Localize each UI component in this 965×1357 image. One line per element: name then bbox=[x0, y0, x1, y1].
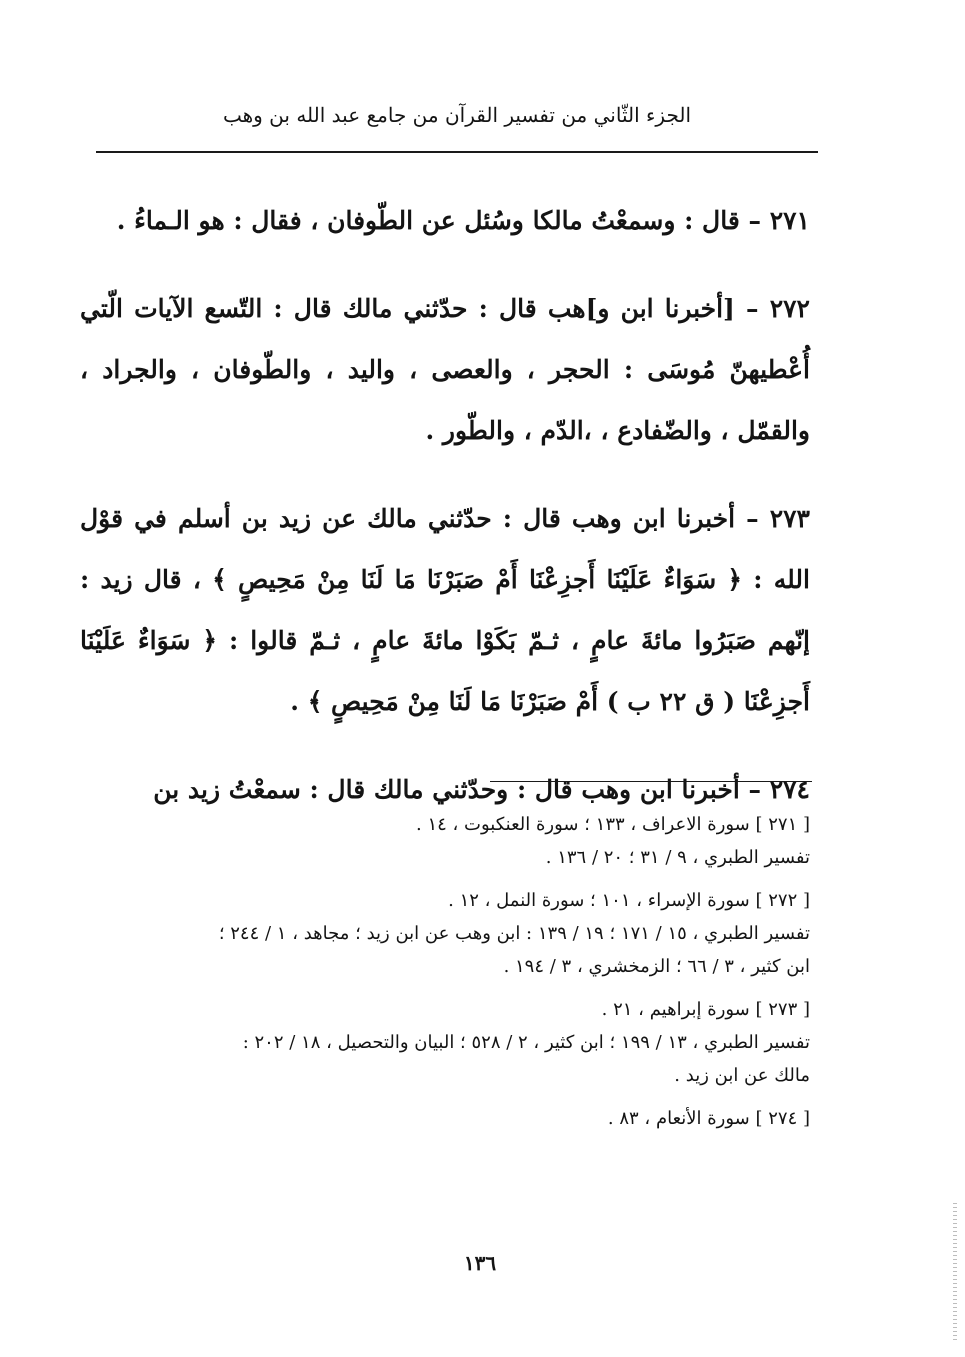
paragraph-274: ٢٧٤ – أخبرنا ابن وهب قال : وحدّثني مالك قال : سمعْتُ زيد بن bbox=[153, 775, 810, 804]
scan-edge-mark bbox=[953, 1200, 957, 1340]
page-number: ١٣٦ bbox=[463, 1251, 497, 1275]
footnote-273 bbox=[78, 993, 810, 1092]
paragraph-271: ٢٧١ – قال : وسمعْتُ مالكا وسُئل عن الطّوفان ، فقال : هو الـماءُ . bbox=[116, 206, 810, 235]
footnote-line: [ ٢٧٣ ] سورة إبراهيم ، ٢١ . bbox=[601, 999, 810, 1020]
footnote-271 bbox=[78, 808, 810, 874]
paragraph-272: ٢٧٢ – [أخبرنا ابن و]هب قال : حدّثني مالك قال : التّسع الآيات الّتي أُعْطيهنّ مُوسَى : الحجر ، والعصى ، واليد ، والطّوفان ، والجراد ، والقمّل ، والضّفادع ، ،الدّم ، والطّور . bbox=[80, 294, 810, 445]
footnote-272 bbox=[78, 884, 810, 983]
running-header: الجزء الثّاني من تفسير القرآن من جامع عبد الله بن وهب bbox=[222, 103, 692, 127]
main-text bbox=[80, 190, 810, 847]
footnote-line: تفسير الطبري ، ٩ / ٣١ ؛ ٢٠ / ١٣٦ . bbox=[545, 847, 810, 868]
footnote-274 bbox=[78, 1102, 810, 1135]
footnote-line: [ ٢٧٤ ] سورة الأنعام ، ٨٣ . bbox=[607, 1108, 810, 1129]
footnote-rule bbox=[490, 781, 812, 782]
header-rule bbox=[96, 151, 818, 153]
footnote-line: تفسير الطبري ، ١٣ / ١٩٩ ؛ ابن كثير ، ٢ / ٥٢٨ ؛ البيان والتحصيل ، ١٨ / ٢٠٢ : bbox=[242, 1032, 810, 1053]
footnote-line: [ ٢٧٢ ] سورة الإسراء ، ١٠١ ؛ سورة النمل ، ١٢ . bbox=[448, 890, 810, 911]
footnotes bbox=[78, 808, 810, 1145]
footnote-line: مالك عن ابن زيد . bbox=[674, 1065, 810, 1086]
footnote-line: ابن كثير ، ٣ / ٦٦ ؛ الزمخشري ، ٣ / ١٩٤ . bbox=[503, 956, 810, 977]
footnote-line: [ ٢٧١ ] سورة الاعراف ، ١٣٣ ؛ سورة العنكبوت ، ١٤ . bbox=[416, 814, 810, 835]
footnote-line: تفسير الطبري ، ١٥ / ١٧١ ؛ ١٩ / ١٣٩ : ابن وهب عن ابن زيد ؛ مجاهد ، ١ / ٢٤٤ ؛ bbox=[218, 923, 810, 944]
paragraph-273: ٢٧٣ – أخبرنا ابن وهب قال : حدّثني مالك عن زيد بن أسلم في قوْل الله : ﴿ سَوَاءٌ عَلَيْنَا أَجزِعْنَا أَمْ صَبَرْنَا مَا لَنَا مِنْ مَحِيصٍ ﴾ ، قال زيد : إنّهم صَبَرُوا مائةَ عامٍ ، ثـمّ بَكَوْا مائةَ عامٍ ، ثـمّ قالوا : ﴿ سَوَاءٌ عَلَيْنَا أَجزِعْنَا ( ق ٢٢ ب ) أَمْ صَبَرْنَا مَا لَنَا مِنْ مَحِيصٍ ﴾ . bbox=[80, 504, 810, 716]
